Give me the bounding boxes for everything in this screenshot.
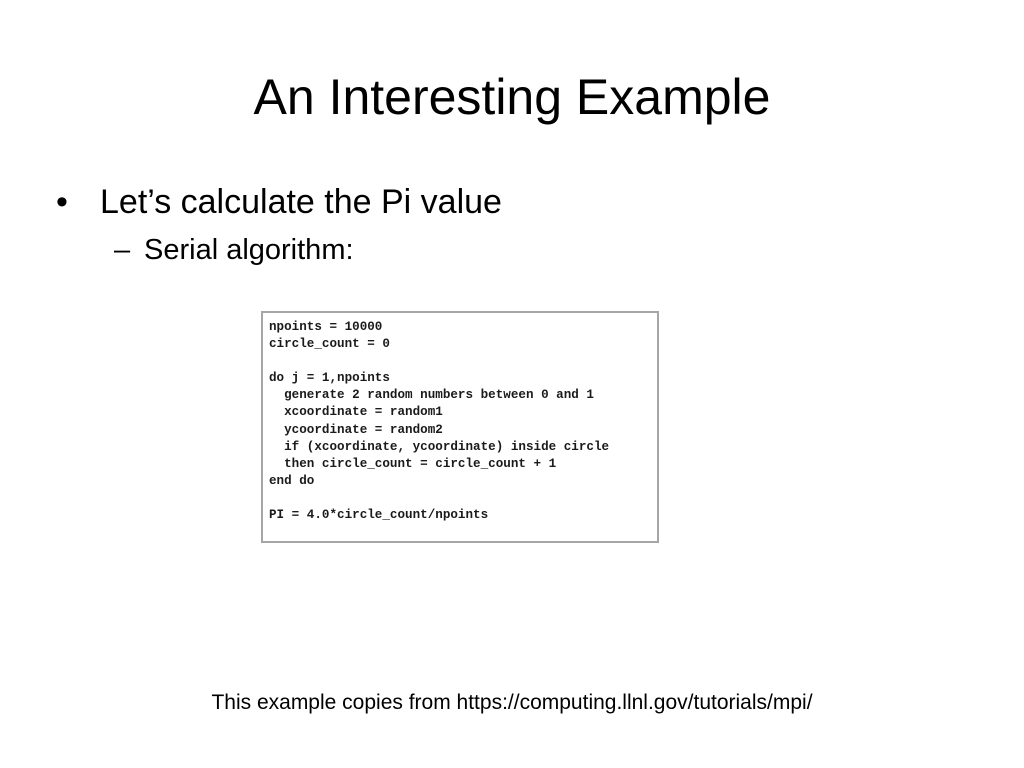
code-line: end do [269,473,315,488]
bullet-text: Let’s calculate the Pi value [100,183,502,221]
code-line: do j = 1,npoints [269,371,390,386]
code-line: ycoordinate = random2 [269,422,443,437]
sub-bullet-text: Serial algorithm: [144,234,354,266]
slide-title: An Interesting Example [253,69,771,125]
code-line: npoints = 10000 [269,320,383,334]
code-block [261,311,659,543]
sub-bullet-item [114,230,354,270]
bullet-marker: • [56,183,68,221]
code-line: xcoordinate = random1 [269,405,443,420]
code-line [269,490,657,507]
code-line [269,353,657,370]
code-line: if (xcoordinate, ycoordinate) inside circle [269,439,610,454]
source-note: This example copies from https://computing.llnl.gov/tutorials/mpi/ [211,691,813,714]
bullet-item [56,178,502,226]
code-line: circle_count = 0 [269,337,390,352]
code-line: then circle_count = circle_count + 1 [269,456,557,471]
code-line: PI = 4.0*circle_count/npoints [269,508,489,523]
sub-bullet-marker: – [114,234,131,266]
code-line: generate 2 random numbers between 0 and 1 [269,388,594,403]
